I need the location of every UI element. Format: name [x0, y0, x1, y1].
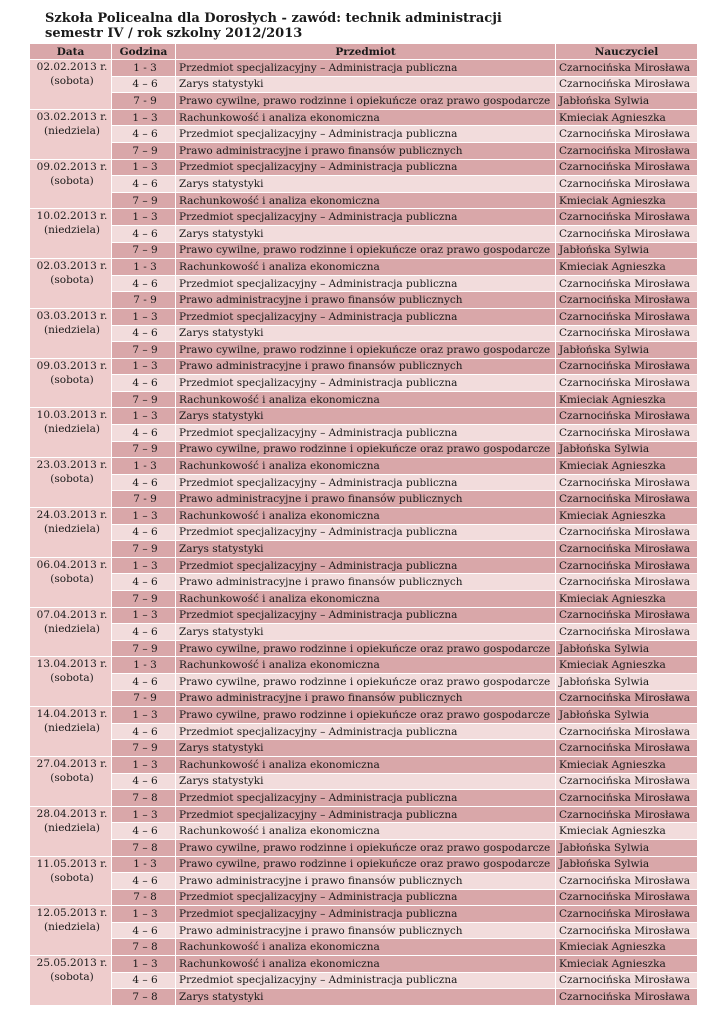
teacher-cell: Czarnocińska Mirosława	[556, 740, 698, 757]
column-header-teacher: Nauczyciel	[556, 44, 698, 60]
subject-cell: Przedmiot specjalizacyjny – Administracja publiczna	[176, 906, 556, 923]
table-row	[30, 591, 698, 608]
teacher-cell: Jabłońska Sylwia	[556, 839, 698, 856]
hours-cell: 4 – 6	[112, 873, 176, 890]
subject-cell: Rachunkowość i analiza ekonomiczna	[176, 259, 556, 276]
subject-cell: Przedmiot specjalizacyjny – Administracja publiczna	[176, 723, 556, 740]
teacher-cell: Jabłońska Sylwia	[556, 856, 698, 873]
hours-cell: 7 – 9	[112, 441, 176, 458]
weekday-label: (sobota)	[50, 174, 94, 187]
hours-cell: 7 – 9	[112, 192, 176, 209]
hours-cell: 4 – 6	[112, 176, 176, 193]
teacher-cell: Kmieciak Agnieszka	[556, 956, 698, 973]
subject-cell: Prawo cywilne, prawo rodzinne i opiekuńcze oraz prawo gospodarcze	[176, 856, 556, 873]
hours-cell: 7 – 9	[112, 591, 176, 608]
subject-cell: Zarys statystyki	[176, 773, 556, 790]
hours-cell: 4 – 6	[112, 574, 176, 591]
table-row	[30, 225, 698, 242]
date-value: 28.04.2013 r.	[36, 807, 108, 820]
date-value: 06.04.2013 r.	[36, 558, 108, 571]
table-row	[30, 524, 698, 541]
table-row	[30, 707, 698, 724]
date-cell	[30, 707, 112, 757]
subject-cell: Rachunkowość i analiza ekonomiczna	[176, 657, 556, 674]
table-row	[30, 756, 698, 773]
teacher-cell: Czarnocińska Mirosława	[556, 308, 698, 325]
table-row	[30, 142, 698, 159]
date-value: 02.03.2013 r.	[36, 260, 108, 273]
hours-cell: 7 – 8	[112, 939, 176, 956]
table-row	[30, 790, 698, 807]
teacher-cell: Czarnocińska Mirosława	[556, 624, 698, 641]
date-cell	[30, 109, 112, 159]
date-value: 24.03.2013 r.	[36, 509, 108, 522]
teacher-cell: Czarnocińska Mirosława	[556, 275, 698, 292]
teacher-cell: Kmieciak Agnieszka	[556, 259, 698, 276]
schedule-table	[29, 43, 698, 1006]
teacher-cell: Kmieciak Agnieszka	[556, 823, 698, 840]
teacher-cell: Kmieciak Agnieszka	[556, 109, 698, 126]
date-cell	[30, 856, 112, 906]
teacher-cell: Jabłońska Sylwia	[556, 673, 698, 690]
table-row	[30, 176, 698, 193]
date-value: 25.05.2013 r.	[36, 957, 108, 970]
teacher-cell: Czarnocińska Mirosława	[556, 690, 698, 707]
hours-cell: 7 – 9	[112, 740, 176, 757]
teacher-cell: Czarnocińska Mirosława	[556, 126, 698, 143]
date-cell	[30, 209, 112, 259]
table-row	[30, 375, 698, 392]
subject-cell: Rachunkowość i analiza ekonomiczna	[176, 939, 556, 956]
date-value: 09.02.2013 r.	[36, 160, 108, 173]
subject-cell: Zarys statystyki	[176, 740, 556, 757]
hours-cell: 7 - 8	[112, 889, 176, 906]
date-value: 02.02.2013 r.	[36, 61, 108, 73]
table-row	[30, 76, 698, 93]
table-row	[30, 259, 698, 276]
hours-cell: 1 – 3	[112, 806, 176, 823]
date-cell	[30, 607, 112, 657]
hours-cell: 7 – 8	[112, 839, 176, 856]
teacher-cell: Jabłońska Sylwia	[556, 441, 698, 458]
subject-cell: Prawo administracyjne i prawo finansów publicznych	[176, 873, 556, 890]
subject-cell: Przedmiot specjalizacyjny – Administracja publiczna	[176, 209, 556, 226]
hours-cell: 7 - 9	[112, 93, 176, 110]
hours-cell: 4 – 6	[112, 723, 176, 740]
date-cell	[30, 956, 112, 1006]
hours-cell: 4 – 6	[112, 325, 176, 342]
date-cell	[30, 60, 112, 110]
teacher-cell: Czarnocińska Mirosława	[556, 723, 698, 740]
hours-cell: 1 - 3	[112, 60, 176, 77]
teacher-cell: Czarnocińska Mirosława	[556, 906, 698, 923]
subject-cell: Prawo cywilne, prawo rodzinne i opiekuńcze oraz prawo gospodarcze	[176, 242, 556, 259]
subject-cell: Prawo administracyjne i prawo finansów publicznych	[176, 574, 556, 591]
date-cell	[30, 906, 112, 956]
weekday-label: (sobota)	[50, 572, 94, 585]
teacher-cell: Czarnocińska Mirosława	[556, 60, 698, 77]
hours-cell: 7 - 9	[112, 491, 176, 508]
hours-cell: 1 - 3	[112, 259, 176, 276]
weekday-label: (sobota)	[50, 971, 94, 984]
table-row	[30, 574, 698, 591]
date-cell	[30, 557, 112, 607]
hours-cell: 7 - 9	[112, 690, 176, 707]
subject-cell: Przedmiot specjalizacyjny – Administracja publiczna	[176, 972, 556, 989]
date-cell	[30, 508, 112, 558]
hours-cell: 7 – 9	[112, 640, 176, 657]
teacher-cell: Czarnocińska Mirosława	[556, 806, 698, 823]
hours-cell: 1 - 3	[112, 657, 176, 674]
teacher-cell: Czarnocińska Mirosława	[556, 574, 698, 591]
teacher-cell: Czarnocińska Mirosława	[556, 159, 698, 176]
subject-cell: Rachunkowość i analiza ekonomiczna	[176, 756, 556, 773]
table-row	[30, 673, 698, 690]
hours-cell: 7 – 9	[112, 541, 176, 558]
hours-cell: 7 – 9	[112, 142, 176, 159]
table-row	[30, 508, 698, 525]
subject-cell: Rachunkowość i analiza ekonomiczna	[176, 192, 556, 209]
subject-cell: Rachunkowość i analiza ekonomiczna	[176, 956, 556, 973]
date-value: 27.04.2013 r.	[36, 757, 108, 770]
subject-cell: Prawo administracyjne i prawo finansów publicznych	[176, 358, 556, 375]
weekday-label: (sobota)	[50, 473, 94, 486]
subject-cell: Prawo administracyjne i prawo finansów publicznych	[176, 690, 556, 707]
weekday-label: (sobota)	[50, 373, 94, 386]
subject-cell: Zarys statystyki	[176, 989, 556, 1006]
subject-cell: Prawo cywilne, prawo rodzinne i opiekuńcze oraz prawo gospodarcze	[176, 93, 556, 110]
subject-cell: Przedmiot specjalizacyjny – Administracja publiczna	[176, 557, 556, 574]
hours-cell: 1 – 3	[112, 159, 176, 176]
teacher-cell: Jabłońska Sylwia	[556, 640, 698, 657]
teacher-cell: Czarnocińska Mirosława	[556, 491, 698, 508]
table-row	[30, 425, 698, 442]
table-row	[30, 740, 698, 757]
teacher-cell: Czarnocińska Mirosława	[556, 557, 698, 574]
teacher-cell: Jabłońska Sylwia	[556, 242, 698, 259]
hours-cell: 7 – 9	[112, 342, 176, 359]
teacher-cell: Kmieciak Agnieszka	[556, 657, 698, 674]
date-cell	[30, 358, 112, 408]
teacher-cell: Czarnocińska Mirosława	[556, 474, 698, 491]
teacher-cell: Czarnocińska Mirosława	[556, 873, 698, 890]
weekday-label: (niedziela)	[44, 921, 100, 934]
table-row	[30, 358, 698, 375]
hours-cell: 1 – 3	[112, 906, 176, 923]
hours-cell: 4 – 6	[112, 425, 176, 442]
subject-cell: Przedmiot specjalizacyjny – Administracja publiczna	[176, 607, 556, 624]
title-line-school: Szkoła Policealna dla Dorosłych - zawód: technik administracji	[45, 11, 502, 26]
date-cell	[30, 756, 112, 806]
hours-cell: 4 – 6	[112, 126, 176, 143]
hours-cell: 1 – 3	[112, 508, 176, 525]
hours-cell: 1 – 3	[112, 607, 176, 624]
teacher-cell: Czarnocińska Mirosława	[556, 375, 698, 392]
weekday-label: (sobota)	[50, 771, 94, 784]
table-row	[30, 458, 698, 475]
table-row	[30, 60, 698, 77]
hours-cell: 4 – 6	[112, 673, 176, 690]
subject-cell: Zarys statystyki	[176, 325, 556, 342]
teacher-cell: Jabłońska Sylwia	[556, 707, 698, 724]
teacher-cell: Czarnocińska Mirosława	[556, 225, 698, 242]
hours-cell: 1 – 3	[112, 956, 176, 973]
teacher-cell: Czarnocińska Mirosława	[556, 790, 698, 807]
teacher-cell: Czarnocińska Mirosława	[556, 541, 698, 558]
table-row	[30, 391, 698, 408]
table-row	[30, 856, 698, 873]
date-value: 23.03.2013 r.	[36, 459, 108, 472]
table-row	[30, 93, 698, 110]
subject-cell: Przedmiot specjalizacyjny – Administracja publiczna	[176, 790, 556, 807]
subject-cell: Przedmiot specjalizacyjny – Administracja publiczna	[176, 275, 556, 292]
subject-cell: Prawo administracyjne i prawo finansów publicznych	[176, 922, 556, 939]
date-value: 13.04.2013 r.	[36, 658, 108, 671]
hours-cell: 1 – 3	[112, 308, 176, 325]
table-row	[30, 922, 698, 939]
header-row	[30, 44, 698, 60]
subject-cell: Zarys statystyki	[176, 408, 556, 425]
weekday-label: (niedziela)	[44, 423, 100, 436]
subject-cell: Przedmiot specjalizacyjny – Administracja publiczna	[176, 308, 556, 325]
table-row	[30, 773, 698, 790]
teacher-cell: Kmieciak Agnieszka	[556, 458, 698, 475]
subject-cell: Rachunkowość i analiza ekonomiczna	[176, 458, 556, 475]
table-row	[30, 325, 698, 342]
subject-cell: Rachunkowość i analiza ekonomiczna	[176, 109, 556, 126]
teacher-cell: Czarnocińska Mirosława	[556, 76, 698, 93]
table-row	[30, 109, 698, 126]
date-value: 07.04.2013 r.	[36, 608, 108, 621]
table-row	[30, 474, 698, 491]
hours-cell: 1 – 3	[112, 557, 176, 574]
weekday-label: (niedziela)	[44, 722, 100, 735]
hours-cell: 4 – 6	[112, 823, 176, 840]
hours-cell: 1 – 3	[112, 756, 176, 773]
subject-cell: Przedmiot specjalizacyjny – Administracja publiczna	[176, 375, 556, 392]
document-title	[45, 11, 502, 41]
hours-cell: 1 – 3	[112, 408, 176, 425]
teacher-cell: Czarnocińska Mirosława	[556, 922, 698, 939]
table-row	[30, 657, 698, 674]
table-row	[30, 242, 698, 259]
hours-cell: 4 – 6	[112, 375, 176, 392]
table-row	[30, 823, 698, 840]
subject-cell: Zarys statystyki	[176, 225, 556, 242]
teacher-cell: Kmieciak Agnieszka	[556, 939, 698, 956]
teacher-cell: Czarnocińska Mirosława	[556, 989, 698, 1006]
date-cell	[30, 806, 112, 856]
weekday-label: (niedziela)	[44, 224, 100, 237]
date-value: 03.03.2013 r.	[36, 309, 108, 322]
table-row	[30, 690, 698, 707]
table-row	[30, 275, 698, 292]
weekday-label: (sobota)	[50, 274, 94, 287]
date-value: 11.05.2013 r.	[36, 857, 108, 870]
column-header-subject: Przedmiot	[176, 44, 556, 60]
teacher-cell: Kmieciak Agnieszka	[556, 192, 698, 209]
subject-cell: Prawo cywilne, prawo rodzinne i opiekuńcze oraz prawo gospodarcze	[176, 640, 556, 657]
teacher-cell: Kmieciak Agnieszka	[556, 756, 698, 773]
table-row	[30, 159, 698, 176]
hours-cell: 4 – 6	[112, 624, 176, 641]
hours-cell: 4 – 6	[112, 225, 176, 242]
teacher-cell: Jabłońska Sylwia	[556, 93, 698, 110]
subject-cell: Rachunkowość i analiza ekonomiczna	[176, 508, 556, 525]
teacher-cell: Jabłońska Sylwia	[556, 342, 698, 359]
hours-cell: 4 – 6	[112, 275, 176, 292]
teacher-cell: Czarnocińska Mirosława	[556, 524, 698, 541]
subject-cell: Prawo cywilne, prawo rodzinne i opiekuńcze oraz prawo gospodarcze	[176, 342, 556, 359]
weekday-label: (sobota)	[50, 871, 94, 884]
subject-cell: Rachunkowość i analiza ekonomiczna	[176, 823, 556, 840]
table-row	[30, 342, 698, 359]
table-row	[30, 408, 698, 425]
table-row	[30, 723, 698, 740]
title-line-semester: semestr IV / rok szkolny 2012/2013	[45, 26, 303, 41]
teacher-cell: Czarnocińska Mirosława	[556, 408, 698, 425]
table-row	[30, 939, 698, 956]
weekday-label: (niedziela)	[44, 622, 100, 635]
subject-cell: Przedmiot specjalizacyjny – Administracja publiczna	[176, 126, 556, 143]
subject-cell: Prawo administracyjne i prawo finansów publicznych	[176, 292, 556, 309]
hours-cell: 4 – 6	[112, 922, 176, 939]
table-row	[30, 806, 698, 823]
subject-cell: Przedmiot specjalizacyjny – Administracja publiczna	[176, 806, 556, 823]
hours-cell: 7 – 9	[112, 391, 176, 408]
hours-cell: 7 – 8	[112, 989, 176, 1006]
teacher-cell: Czarnocińska Mirosława	[556, 425, 698, 442]
hours-cell: 7 - 9	[112, 292, 176, 309]
subject-cell: Rachunkowość i analiza ekonomiczna	[176, 391, 556, 408]
subject-cell: Przedmiot specjalizacyjny – Administracja publiczna	[176, 524, 556, 541]
hours-cell: 1 – 3	[112, 209, 176, 226]
table-row	[30, 607, 698, 624]
subject-cell: Prawo cywilne, prawo rodzinne i opiekuńcze oraz prawo gospodarcze	[176, 673, 556, 690]
table-row	[30, 441, 698, 458]
teacher-cell: Czarnocińska Mirosława	[556, 773, 698, 790]
date-value: 10.03.2013 r.	[36, 409, 108, 422]
hours-cell: 4 – 6	[112, 972, 176, 989]
hours-cell: 4 – 6	[112, 773, 176, 790]
teacher-cell: Czarnocińska Mirosława	[556, 972, 698, 989]
hours-cell: 1 – 3	[112, 707, 176, 724]
hours-cell: 1 - 3	[112, 856, 176, 873]
table-row	[30, 292, 698, 309]
table-row	[30, 557, 698, 574]
subject-cell: Przedmiot specjalizacyjny – Administracja publiczna	[176, 159, 556, 176]
teacher-cell: Czarnocińska Mirosława	[556, 325, 698, 342]
date-cell	[30, 458, 112, 508]
teacher-cell: Kmieciak Agnieszka	[556, 508, 698, 525]
date-value: 09.03.2013 r.	[36, 359, 108, 372]
subject-cell: Przedmiot specjalizacyjny – Administracja publiczna	[176, 889, 556, 906]
table-row	[30, 889, 698, 906]
subject-cell: Prawo cywilne, prawo rodzinne i opiekuńcze oraz prawo gospodarcze	[176, 441, 556, 458]
subject-cell: Rachunkowość i analiza ekonomiczna	[176, 591, 556, 608]
hours-cell: 1 - 3	[112, 458, 176, 475]
teacher-cell: Czarnocińska Mirosława	[556, 607, 698, 624]
weekday-label: (niedziela)	[44, 821, 100, 834]
teacher-cell: Czarnocińska Mirosława	[556, 209, 698, 226]
hours-cell: 7 – 8	[112, 790, 176, 807]
subject-cell: Przedmiot specjalizacyjny – Administracja publiczna	[176, 474, 556, 491]
table-row	[30, 989, 698, 1006]
date-cell	[30, 259, 112, 309]
date-value: 10.02.2013 r.	[36, 210, 108, 223]
subject-cell: Zarys statystyki	[176, 624, 556, 641]
table-row	[30, 624, 698, 641]
date-cell	[30, 159, 112, 209]
hours-cell: 1 – 3	[112, 358, 176, 375]
date-value: 03.02.2013 r.	[36, 110, 108, 123]
hours-cell: 7 – 9	[112, 242, 176, 259]
hours-cell: 1 – 3	[112, 109, 176, 126]
subject-cell: Zarys statystyki	[176, 176, 556, 193]
subject-cell: Prawo cywilne, prawo rodzinne i opiekuńcze oraz prawo gospodarcze	[176, 707, 556, 724]
hours-cell: 4 – 6	[112, 474, 176, 491]
subject-cell: Przedmiot specjalizacyjny – Administracja publiczna	[176, 60, 556, 77]
subject-cell: Zarys statystyki	[176, 76, 556, 93]
date-cell	[30, 308, 112, 358]
table-row	[30, 491, 698, 508]
table-row	[30, 640, 698, 657]
subject-cell: Prawo administracyjne i prawo finansów publicznych	[176, 142, 556, 159]
table-row	[30, 308, 698, 325]
teacher-cell: Kmieciak Agnieszka	[556, 591, 698, 608]
weekday-label: (niedziela)	[44, 523, 100, 536]
table-row	[30, 192, 698, 209]
table-row	[30, 972, 698, 989]
date-value: 14.04.2013 r.	[36, 708, 108, 721]
subject-cell: Prawo cywilne, prawo rodzinne i opiekuńcze oraz prawo gospodarcze	[176, 839, 556, 856]
table-row	[30, 126, 698, 143]
teacher-cell: Czarnocińska Mirosława	[556, 142, 698, 159]
date-value: 12.05.2013 r.	[36, 907, 108, 920]
subject-cell: Zarys statystyki	[176, 541, 556, 558]
hours-cell: 4 – 6	[112, 76, 176, 93]
schedule-body	[30, 60, 698, 1006]
table-row	[30, 209, 698, 226]
table-row	[30, 873, 698, 890]
weekday-label: (sobota)	[50, 672, 94, 685]
teacher-cell: Czarnocińska Mirosława	[556, 176, 698, 193]
date-cell	[30, 408, 112, 458]
table-row	[30, 956, 698, 973]
column-header-hours: Godzina	[112, 44, 176, 60]
weekday-label: (niedziela)	[44, 124, 100, 137]
teacher-cell: Czarnocińska Mirosława	[556, 889, 698, 906]
teacher-cell: Kmieciak Agnieszka	[556, 391, 698, 408]
table-row	[30, 839, 698, 856]
weekday-label: (sobota)	[50, 75, 94, 87]
subject-cell: Przedmiot specjalizacyjny – Administracja publiczna	[176, 425, 556, 442]
weekday-label: (niedziela)	[44, 323, 100, 336]
teacher-cell: Czarnocińska Mirosława	[556, 292, 698, 309]
subject-cell: Prawo administracyjne i prawo finansów publicznych	[176, 491, 556, 508]
column-header-date: Data	[30, 44, 112, 60]
table-row	[30, 906, 698, 923]
hours-cell: 4 – 6	[112, 524, 176, 541]
teacher-cell: Czarnocińska Mirosława	[556, 358, 698, 375]
date-cell	[30, 657, 112, 707]
table-row	[30, 541, 698, 558]
